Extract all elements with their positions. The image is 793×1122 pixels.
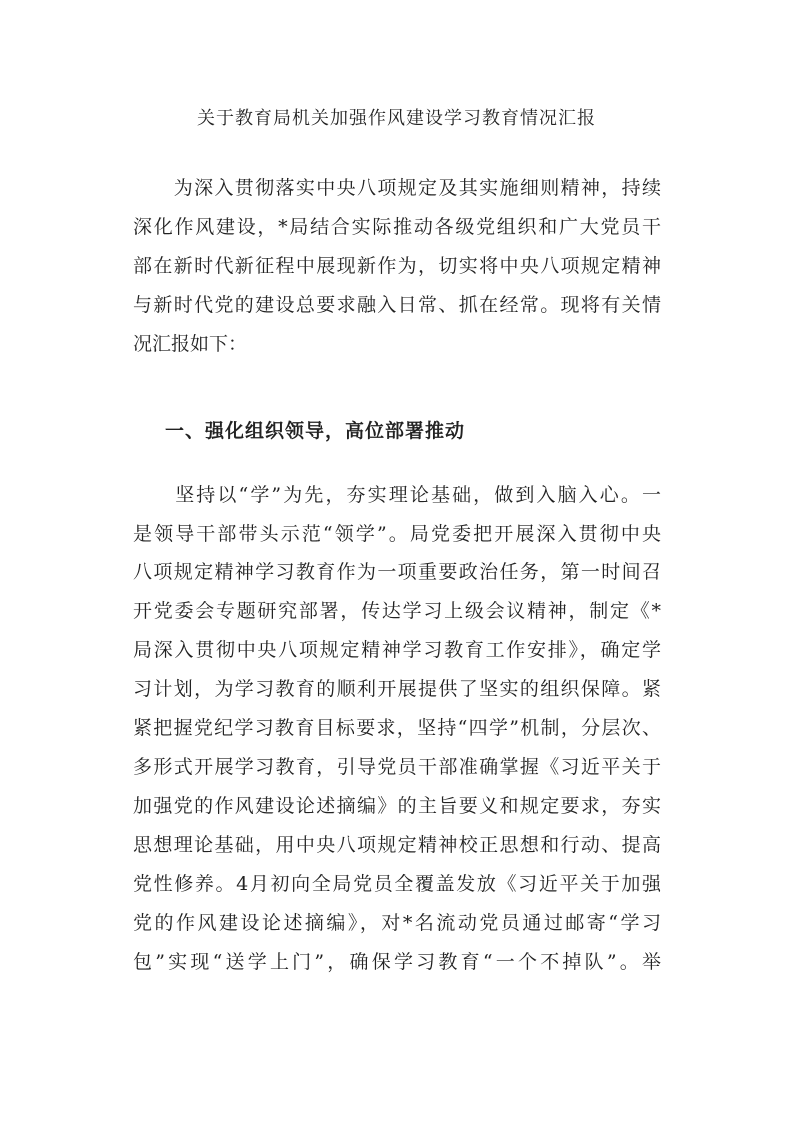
text-line: 部在新时代新征程中展现新作为，切实将中央八项规定精神 xyxy=(133,255,661,277)
text-line: 开党委会专题研究部署，传达学习上级会议精神，制定《* xyxy=(133,600,661,622)
text-line: 多形式开展学习教育，引导党员干部准确掌握《习近平关于 xyxy=(133,756,661,778)
text-line: 况汇报如下： xyxy=(133,333,248,355)
text-line: 局深入贯彻中央八项规定精神学习教育工作安排》，确定学 xyxy=(133,639,661,661)
document-title: 关于教育局机关加强作风建设学习教育情况汇报 xyxy=(197,108,596,129)
text-line: 八项规定精神学习教育作为一项重要政治任务，第一时间召 xyxy=(133,561,661,583)
text-line: 紧把握党纪学习教育目标要求，坚持“四学”机制，分层次、 xyxy=(133,717,661,739)
text-line: 深化作风建设，*局结合实际推动各级党组织和广大党员干 xyxy=(133,216,661,238)
text-line: 与新时代党的建设总要求融入日常、抓在经常。现将有关情 xyxy=(133,294,661,316)
text-line: 包”实现“送学上门”，确保学习教育“一个不掉队”。举 xyxy=(133,951,661,973)
text-line: 习计划，为学习教育的顺利开展提供了坚实的组织保障。紧 xyxy=(133,678,661,700)
text-line: 思想理论基础，用中央八项规定精神校正思想和行动、提高 xyxy=(133,834,661,856)
text-line: 坚持以“学”为先，夯实理论基础，做到入脑入心。一 xyxy=(133,484,661,506)
section-heading: 一、强化组织领导，高位部署推动 xyxy=(165,420,466,442)
text-line: 加强党的作风建设论述摘编》的主旨要义和规定要求，夯实 xyxy=(133,795,661,817)
text-line: 党的作风建设论述摘编》，对*名流动党员通过邮寄“学习 xyxy=(133,912,661,934)
text-line: 是领导干部带头示范“领学”。局党委把开展深入贯彻中央 xyxy=(133,523,661,545)
text-line: 党性修养。4月初向全局党员全覆盖发放《习近平关于加强 xyxy=(133,873,661,895)
text-line: 为深入贯彻落实中央八项规定及其实施细则精神，持续 xyxy=(133,177,661,199)
